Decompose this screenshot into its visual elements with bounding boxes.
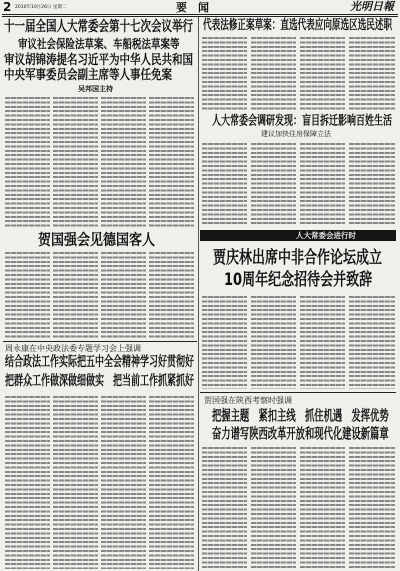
page-number: 2 [3, 0, 12, 14]
body-text-column [349, 296, 395, 389]
body-text-column [251, 447, 296, 569]
zhou-headline-line2: 把群众工作做深做细做实 把当前工作抓紧抓好 [5, 374, 195, 390]
demolition-headline: 人大常委会调研发现：盲目拆迁影响百姓生活 [212, 114, 393, 129]
demolition-subhead: 建议加快住房保障立法 [261, 130, 331, 138]
body-text-column [149, 396, 194, 569]
body-text-column [300, 447, 345, 569]
body-text-column [349, 37, 395, 111]
header-rule-thin [2, 16, 398, 17]
section-divider-right [200, 392, 396, 393]
jia-headline-line2: 10周年纪念招待会并致辞 [224, 270, 373, 291]
body-text-column [202, 37, 247, 111]
zhou-kicker: 周永康在中央政法委专题学习会上强调 [5, 344, 141, 353]
body-text-column [349, 143, 395, 226]
zhou-headline-line1: 结合政法工作实际把五中全会精神学习好贯彻好 [5, 355, 195, 371]
section-title: 要 闻 [176, 1, 209, 14]
header-rule [2, 14, 398, 15]
body-text-column [101, 396, 146, 569]
issue-date: 2010年10月26日 星期二 [15, 5, 67, 10]
body-text-column [300, 296, 345, 389]
body-text-column [202, 143, 247, 226]
body-text-column [53, 97, 98, 228]
body-text-column [202, 447, 247, 569]
body-text-column [251, 296, 296, 389]
section-divider-left [3, 341, 197, 342]
he-guoqiang-meeting-headline: 贺国强会见德国客人 [38, 231, 156, 250]
body-text-column [149, 252, 194, 338]
body-text-column [5, 396, 50, 569]
representative-law-headline: 代表法修正案草案：直选代表应向原选区选民述职 [203, 18, 393, 34]
body-text-column [149, 97, 194, 228]
npc-banner-label: 人大常委会进行时 [296, 231, 356, 240]
shaanxi-headline-line1: 把握主题 紧扣主线 抓住机遇 发挥优势 [212, 408, 389, 425]
npc-headline-line1: 十一届全国人大常委会第十七次会议举行 [4, 18, 193, 35]
body-text-column [101, 97, 146, 228]
npc-headline-line4: 中央军事委员会副主席等人事任免案 [4, 67, 172, 83]
body-text-column [5, 252, 50, 338]
shaanxi-headline-line2: 奋力谱写陕西改革开放和现代化建设新篇章 [212, 426, 389, 443]
npc-headline-line2: 审议社会保险法草案、车船税法草案等 [18, 37, 180, 52]
column-divider [198, 17, 199, 571]
jia-headline-line1: 贾庆林出席中非合作论坛成立 [213, 248, 383, 269]
shaanxi-kicker: 贺国强在陕西考察时强调 [204, 396, 292, 405]
body-text-column [349, 447, 395, 569]
body-text-column [251, 37, 296, 111]
body-text-column [202, 296, 247, 389]
body-text-column [300, 143, 345, 226]
body-text-column [5, 97, 50, 228]
body-text-column [101, 252, 146, 338]
npc-byline: 吴邦国主持 [78, 85, 113, 93]
body-text-column [251, 143, 296, 226]
body-text-column [53, 252, 98, 338]
npc-headline-line3: 审议胡锦涛提名习近平为中华人民共和国 [4, 52, 193, 68]
npc-banner [200, 230, 396, 241]
body-text-column [53, 396, 98, 569]
masthead-logo: 光明日報 [350, 0, 394, 13]
body-text-column [300, 37, 345, 111]
